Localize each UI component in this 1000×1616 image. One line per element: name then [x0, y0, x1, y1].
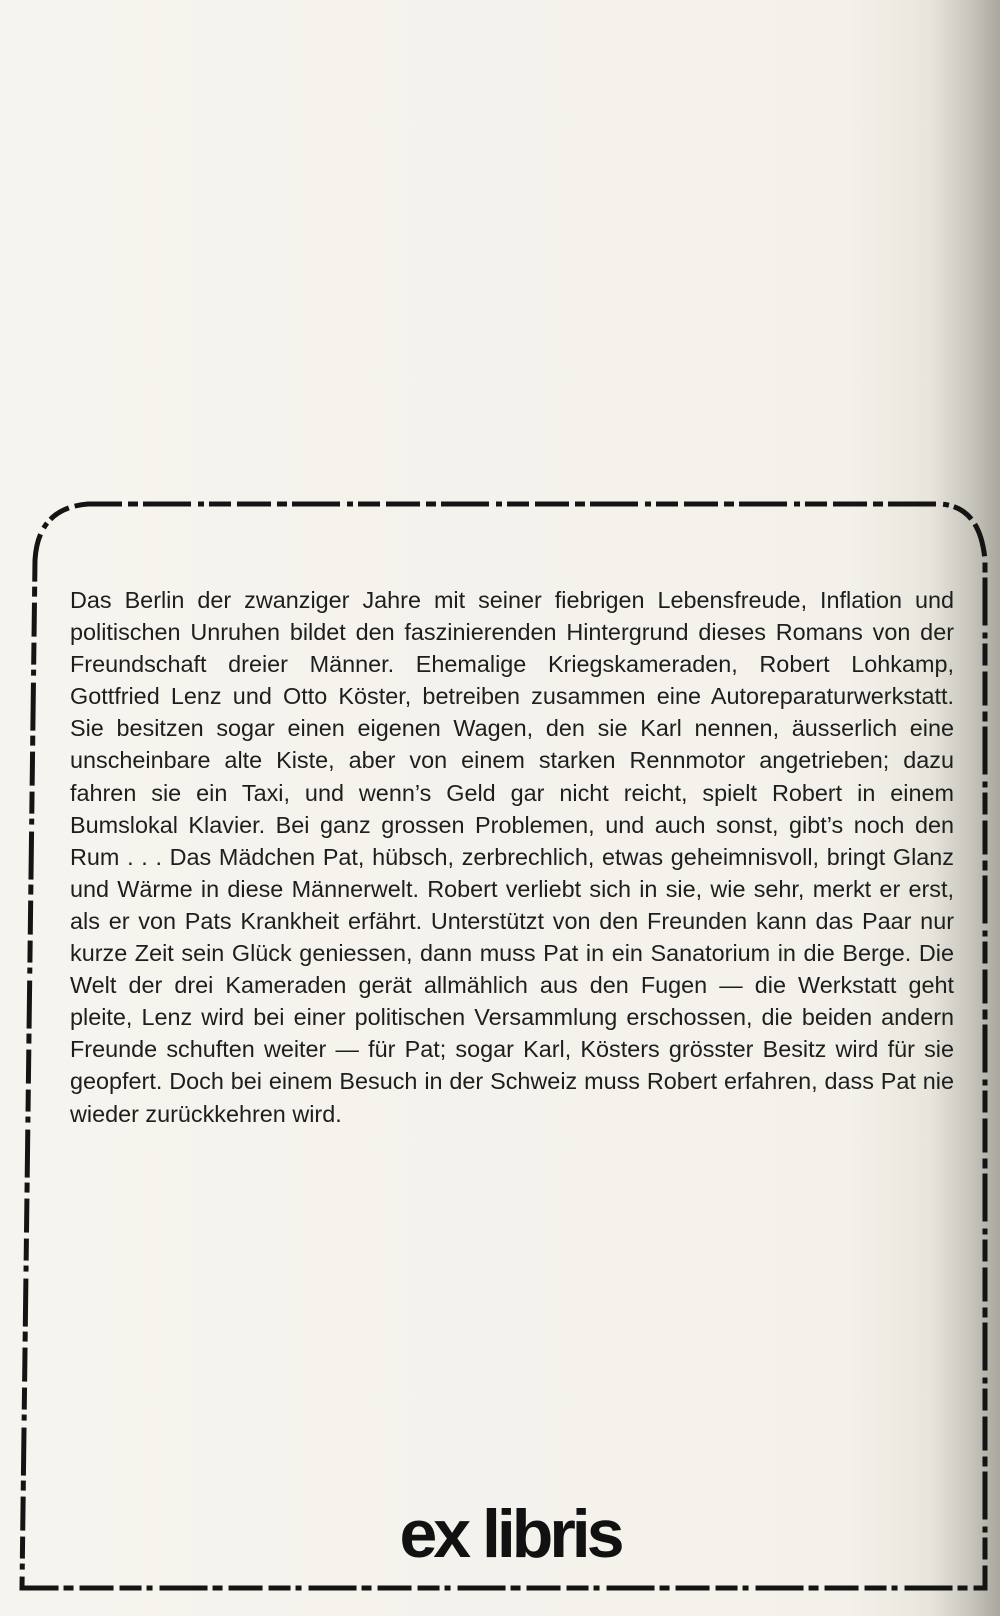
blurb-text: Das Berlin der zwanziger Jahre mit seiner fiebrigen Lebensfreude, Inflation und politischen Unruhen bildet den faszinierenden Hintergrund dieses Romans von der Freundschaft dreier Männer. Ehemalige Kriegskameraden, Robert Lohkamp, Gottfried Lenz und Otto Köster, betreiben zusammen eine Autoreparaturwerkstatt. Sie besitzen sogar einen eigenen Wagen, den sie Karl nennen, äusserlich eine unscheinbare alte Kiste, aber von einem starken Rennmotor angetrieben; dazu fahren sie ein Taxi, und wenn’s Geld gar nicht reicht, spielt Robert in einem Bumslokal Klavier. Bei ganz grossen Problemen, und auch sonst, gibt’s noch den Rum . . . Das Mädchen Pat, hübsch, zerbrechlich, etwas geheimnisvoll, bringt Glanz und Wärme in diese Männerwelt. Robert verliebt sich in sie, wie sehr, merkt er erst, als er von Pats Krankheit erfährt. Unterstützt von den Freunden kann das Paar nur kurze Zeit sein Glück geniessen, dann muss Pat in ein Sanatorium in die Berge. Die Welt der drei Kameraden gerät allmählich aus den Fugen — die Werkstatt geht pleite, Lenz wird bei einer politischen Versammlung erschossen, die beiden andern Freunde schuften weiter — für Pat; sogar Karl, Kösters grösster Besitz wird für sie geopfert. Doch bei einem Besuch in der Schweiz muss Robert erfahren, dass Pat nie wieder zurückkehren wird. — [70, 587, 954, 1127]
publisher-logo: ex libris — [399, 1496, 621, 1572]
